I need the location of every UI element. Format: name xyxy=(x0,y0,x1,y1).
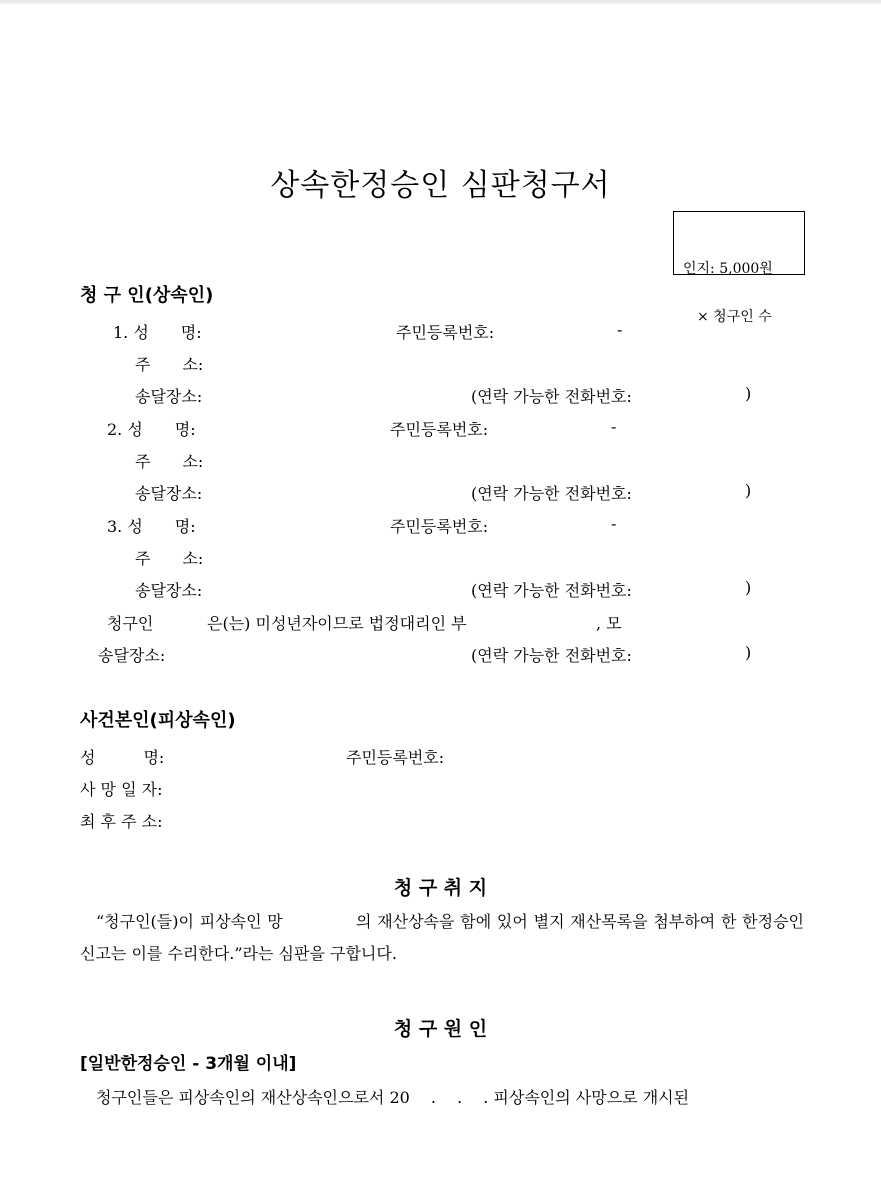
person2-name-label: 2. 성 명: xyxy=(107,420,196,439)
person1-name-label: 1. 성 명: xyxy=(113,323,202,342)
document-title: 상속한정승인 심판청구서 xyxy=(270,168,611,203)
purpose-text: “청구인(들)이 피상속인 망 의 재산상속을 함에 있어 별지 재산목록을 첨부하여 한 한정승인신고는 이를 수리한다.”라는 심판을 구합니다. xyxy=(80,912,804,963)
person3-phone-label: (연락 가능한 전화번호: xyxy=(471,581,632,600)
person3-rrn-dash: - xyxy=(611,514,617,533)
person3-delivery-label: 송달장소: xyxy=(135,581,203,600)
purpose-heading: 청 구 취 지 xyxy=(393,877,488,899)
minor-claimant-prefix: 청구인 xyxy=(107,614,154,633)
cause-subheading: [일반한정승인 - 3개월 이내] xyxy=(80,1054,297,1074)
page-top-edge xyxy=(0,0,881,4)
cause-text: 청구인들은 피상속인의 재산상속인으로서 20 . . . 피상속인의 사망으로 개시된 xyxy=(96,1088,690,1107)
person1-delivery-label: 송달장소: xyxy=(135,387,203,406)
minor-mother-label: , 모 xyxy=(596,614,622,633)
minor-phone-close: ) xyxy=(745,643,752,662)
person2-delivery-label: 송달장소: xyxy=(135,484,203,503)
decedent-death-date-label: 사 망 일 자: xyxy=(80,780,163,799)
claimant-heading: 청 구 인(상속인) xyxy=(80,285,214,306)
minor-delivery-label: 송달장소: xyxy=(98,646,166,665)
stamp-box xyxy=(673,211,805,325)
person3-phone-close: ) xyxy=(745,578,752,597)
person1-rrn-dash: - xyxy=(617,320,623,339)
person2-rrn-label: 주민등록번호: xyxy=(390,420,489,439)
minor-guardian-text: 은(는) 미성년자이므로 법정대리인 부 xyxy=(207,614,467,633)
person2-phone-close: ) xyxy=(745,481,752,500)
cause-heading: 청 구 원 인 xyxy=(393,1018,488,1040)
person3-rrn-label: 주민등록번호: xyxy=(390,517,489,536)
person2-phone-label: (연락 가능한 전화번호: xyxy=(471,484,632,503)
decedent-name-label: 성 명: xyxy=(80,748,165,767)
stamp-amount: 인지: 5,000원 xyxy=(683,261,773,277)
stamp-multiplier: × 청구인 수 xyxy=(697,309,772,325)
person2-address-label: 주 소: xyxy=(135,452,204,471)
person1-phone-close: ) xyxy=(745,384,752,403)
decedent-heading: 사건본인(피상속인) xyxy=(80,710,236,731)
person2-rrn-dash: - xyxy=(611,417,617,436)
minor-phone-label: (연락 가능한 전화번호: xyxy=(471,646,632,665)
decedent-last-address-label: 최 후 주 소: xyxy=(80,812,163,831)
person1-address-label: 주 소: xyxy=(135,355,204,374)
person1-rrn-label: 주민등록번호: xyxy=(396,323,495,342)
decedent-rrn-label: 주민등록번호: xyxy=(346,748,445,767)
person3-name-label: 3. 성 명: xyxy=(107,517,196,536)
person1-phone-label: (연락 가능한 전화번호: xyxy=(471,387,632,406)
person3-address-label: 주 소: xyxy=(135,549,204,568)
